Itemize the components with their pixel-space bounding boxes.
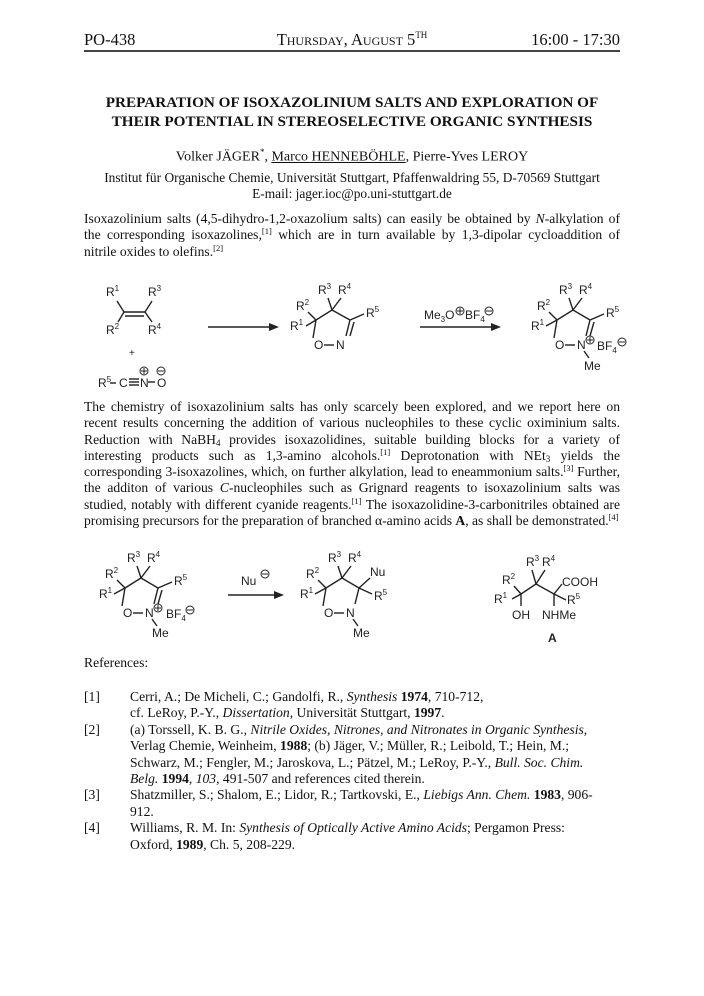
references-heading: References: <box>84 655 149 670</box>
svg-text:R1: $R^1$ <box>290 318 304 333</box>
text: which are in turn available by 1,3-dipolar cycloaddition of nitrile oxides to olefins. <box>84 227 620 259</box>
sep: , <box>264 149 272 165</box>
authors <box>84 147 620 166</box>
svg-text:R1: $R^1$ <box>300 586 314 601</box>
citation: [1] <box>380 446 391 457</box>
svg-text:N: N <box>140 376 149 390</box>
svg-text:Nu: Nu <box>241 574 257 588</box>
text-italic: C <box>219 480 229 496</box>
svg-text:R5: $R^5$ <box>174 573 188 588</box>
text: Further, the additon of various <box>84 464 620 496</box>
reference-item <box>84 722 620 788</box>
reference-item <box>84 787 620 820</box>
day-suffix: TH <box>415 30 428 40</box>
title-line-2: THEIR POTENTIAL IN STEREOSELECTIVE ORGANIC SYNTHESIS <box>111 113 593 130</box>
author-1: Volker JÄGER <box>175 149 260 165</box>
page-header <box>84 30 620 52</box>
svg-text:R3: $R^3$ <box>328 550 342 565</box>
svg-text:R4: $R^4$ <box>348 550 362 565</box>
svg-text:N: N <box>346 606 355 620</box>
session-day-text: Thursday, August 5 <box>276 30 416 49</box>
svg-text:R3: $R^3$ <box>526 554 540 569</box>
svg-text:R3: $R^3$ <box>148 284 162 299</box>
email: E-mail: jager.ioc@po.uni-stuttgart.de <box>252 186 452 201</box>
text: Deprotonation with NEt <box>390 447 546 463</box>
reference-text: Shatzmiller, S.; Shalom, E.; Lidor, R.; Tartkovski, E., Liebigs Ann. Chem. 1983, 906- 912. <box>130 787 593 819</box>
institution-address: Institut für Organische Chemie, Universität Stuttgart, Pfaffenwaldring 55, D-70569 Stuttgart <box>104 170 600 185</box>
reference-text: (a) Torssell, K. B. G., Nitrile Oxides, Nitrones, and Nitronates in Organic Synthesis, Verlag Chemie, Weinheim, 1988; (b) Jäger, V.; Müller, R.; Leibold, T.; Hein, M.; Schwarz, M.; Fengler, M.; Jaroskova, L.; Pätzel, M.; LeRoy, P.-Y., Bull. Soc. Chim. Belg. 1994, 103, 491-507 and references cited therein. <box>130 721 588 787</box>
svg-text:O: O <box>324 606 334 620</box>
reference-number: [1] <box>84 689 100 704</box>
svg-text:C: C <box>119 376 128 390</box>
svg-text:O: O <box>157 376 167 390</box>
svg-text:N: N <box>145 606 154 620</box>
references-list <box>84 689 620 853</box>
svg-text:R1: $R^1$ <box>106 284 120 299</box>
svg-text:OH: OH <box>512 608 530 622</box>
svg-text:R4: $R^4$ <box>579 282 593 297</box>
text: yields the corresponding 3-isoxazolines, which, on further alkylation, lead to eneammonium salts. <box>84 447 620 480</box>
svg-text:N: N <box>336 338 345 352</box>
subscript: 3 <box>545 453 551 464</box>
svg-text:R1: $R^1$ <box>99 586 113 601</box>
reference-item <box>84 820 620 853</box>
svg-text:R4: $R^4$ <box>338 282 352 297</box>
reference-number: [4] <box>84 820 100 836</box>
svg-text:O: O <box>123 606 133 620</box>
svg-text:BF4: $BF_4$ <box>166 607 186 623</box>
reference-text: Williams, R. M. In: Synthesis of Optically Active Amino Acids; Pergamon Press: Oxford, 1989, Ch. 5, 208-229. <box>130 820 565 852</box>
text: , as shall be demonstrated. <box>465 513 609 529</box>
svg-text:R1: $R^1$ <box>494 591 508 606</box>
title-line-1: PREPARATION OF ISOXAZOLINIUM SALTS AND EXPLORATION OF <box>105 94 599 111</box>
affiliation <box>84 170 620 202</box>
svg-text:R5: $R^5$ <box>567 592 581 607</box>
svg-text:NHMe: NHMe <box>542 608 577 622</box>
text: Isoxazolinium salts (4,5-dihydro-1,2-oxazolium salts) can easily be obtained by <box>84 211 536 226</box>
svg-text:R2: $R^2$ <box>296 298 310 313</box>
intro-paragraph <box>84 211 620 260</box>
reference-item <box>84 689 620 722</box>
svg-text:A: A <box>548 631 557 645</box>
svg-text:R4: $R^4$ <box>542 554 556 569</box>
svg-text:R2: $R^2$ <box>105 566 119 581</box>
svg-text:R2: $R^2$ <box>502 572 516 587</box>
svg-text:+: + <box>129 348 135 359</box>
poster-id: PO-438 <box>84 30 136 49</box>
citation: [4] <box>608 512 619 523</box>
reaction-scheme-1 <box>84 272 644 396</box>
svg-text:N: N <box>577 338 586 352</box>
svg-text:R4: $R^4$ <box>148 322 162 337</box>
reaction-scheme-2 <box>84 550 644 652</box>
session-time: 16:00 - 17:30 <box>531 30 620 49</box>
text: -nucleophiles such as Grignard reagents to isoxazolinium salts was studied, notably with different cyanide reagents. <box>84 480 620 512</box>
svg-text:O: O <box>314 338 324 352</box>
svg-text:R3: $R^3$ <box>318 282 332 297</box>
reference-number: [3] <box>84 787 100 803</box>
author-3: Pierre-Yves LEROY <box>412 149 529 165</box>
svg-text:R3: $R^3$ <box>127 550 141 565</box>
compound-ref: A <box>455 513 466 529</box>
sep: , <box>405 149 413 165</box>
svg-text:Me: Me <box>353 626 370 640</box>
svg-text:R5: $R^5$ <box>606 305 620 320</box>
paper-title <box>84 93 620 131</box>
svg-text:BF4: $BF_4$ <box>465 308 485 324</box>
svg-text:Nu: Nu <box>370 565 386 579</box>
text: The isoxazolidine-3-carbonitriles obtained are promising precursors for the preparation of branched α-amino acids <box>84 496 620 529</box>
svg-text:R5: $R^5$ <box>366 305 380 320</box>
reference-number: [2] <box>84 721 100 737</box>
text-italic: N <box>535 211 545 226</box>
svg-text:R2: $R^2$ <box>106 322 120 337</box>
svg-text:R1: $R^1$ <box>531 318 545 333</box>
corresponding-mark: * <box>259 147 265 157</box>
citation: [1] <box>261 226 272 237</box>
svg-text:COOH: COOH <box>562 575 598 589</box>
subscript: 4 <box>216 437 221 448</box>
body-paragraph <box>84 399 620 529</box>
svg-text:R5: $R^5$ <box>98 375 112 390</box>
svg-text:Me3O: $Me_3O$ <box>424 308 455 324</box>
svg-text:R2: $R^2$ <box>306 566 320 581</box>
citation: [3] <box>563 463 574 474</box>
svg-text:R3: $R^3$ <box>559 282 573 297</box>
svg-text:Me: Me <box>584 359 601 373</box>
text: -alkylation of the corresponding isoxazolines, <box>84 211 620 243</box>
svg-text:BF4: $BF_4$ <box>597 339 617 355</box>
svg-text:Me: Me <box>152 626 169 640</box>
svg-text:O: O <box>555 338 565 352</box>
svg-text:R2: $R^2$ <box>537 298 551 313</box>
text: The chemistry of isoxazolinium salts has only scarcely been explored, and we report here on recent results concerning the addition of various nucleophiles to these cyclic oximinium salts. Reduction with NaBH <box>84 399 620 447</box>
author-2-presenter: Marco HENNEBÖHLE <box>271 149 406 165</box>
citation: [1] <box>351 495 362 506</box>
citation: [2] <box>213 242 224 253</box>
svg-text:R5: $R^5$ <box>374 588 388 603</box>
reference-text: Cerri, A.; De Micheli, C.; Gandolfi, R., Synthesis 1974, 710-712, cf. LeRoy, P.-Y., Dissertation, Universität Stuttgart, 1997. <box>130 689 484 721</box>
svg-text:R4: $R^4$ <box>147 550 161 565</box>
text: provides isoxazolidines, suitable building blocks for a variety of interesting products such as 1,3-amino alcohols. <box>84 431 620 463</box>
